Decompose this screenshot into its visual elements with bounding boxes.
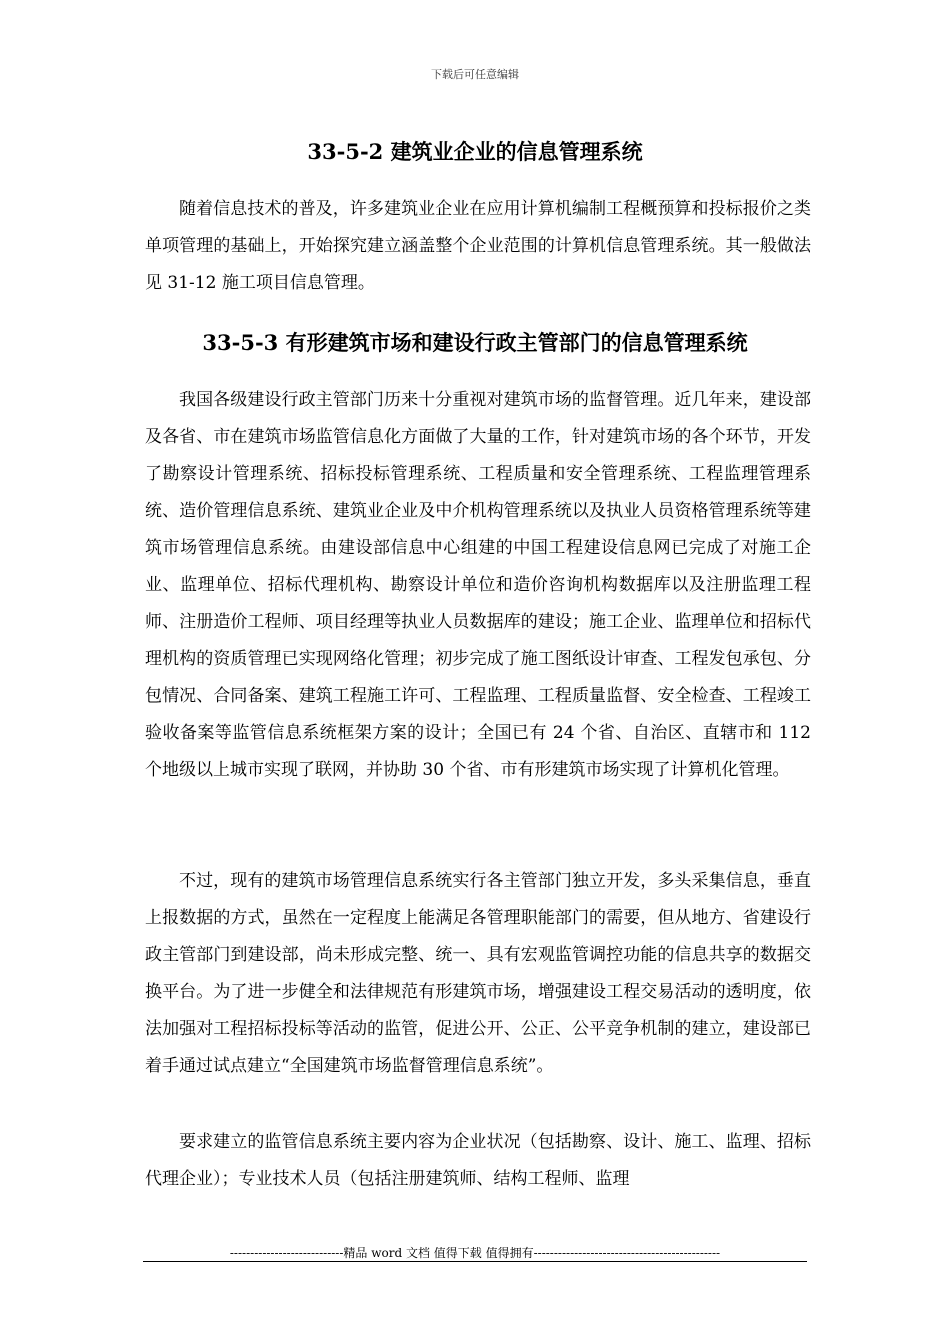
paragraph: 要求建立的监管信息系统主要内容为企业状况（包括勘察、设计、施工、监理、招标代理企业）；专业技术人员（包括注册建筑师、结构工程师、监理: [145, 1132, 811, 1189]
paragraph: 随着信息技术的普及，许多建筑业企业在应用计算机编制工程概预算和投标报价之类单项管理的基础上，开始探究建立涵盖整个企业范围的计算机信息管理系统。其一般做法见 31-12 施工项目信息管理。: [145, 199, 811, 293]
paragraph: 不过，现有的建筑市场管理信息系统实行各主管部门独立开发，多头采集信息，垂直上报数据的方式，虽然在一定程度上能满足各管理职能部门的需要，但从地方、省建设行政主管部门到建设部，尚未形成完整、统一、具有宏观监管调控功能的信息共享的数据交换平台。为了进一步健全和法律规范有形建筑市场，增强建设工程交易活动的透明度，依法加强对工程招标投标等活动的监管，促进公开、公正、公平竞争机制的建立，建设部已着手通过试点建立“全国建筑市场监督管理信息系统”。: [145, 871, 811, 1076]
page-footer: ----------------------------精品 word 文档 值得下载 值得拥有----------------------------------------------: [229, 1246, 721, 1260]
footer-divider: [143, 1261, 807, 1262]
section-title: 33-5-2 建筑业企业的信息管理系统: [307, 139, 643, 164]
section-title: 33-5-3 有形建筑市场和建设行政主管部门的信息管理系统: [202, 330, 748, 355]
page-header: 下载后可任意编辑: [431, 68, 519, 81]
paragraph: 我国各级建设行政主管部门历来十分重视对建筑市场的监督管理。近几年来，建设部及各省、市在建筑市场监管信息化方面做了大量的工作，针对建筑市场的各个环节，开发了勘察设计管理系统、招标投标管理系统、工程质量和安全管理系统、工程监理管理系统、造价管理信息系统、建筑业企业及中介机构管理系统以及执业人员资格管理系统等建筑市场管理信息系统。由建设部信息中心组建的中国工程建设信息网已完成了对施工企业、监理单位、招标代理机构、勘察设计单位和造价咨询机构数据库以及注册监理工程师、注册造价工程师、项目经理等执业人员数据库的建设；施工企业、监理单位和招标代理机构的资质管理已实现网络化管理；初步完成了施工图纸设计审查、工程发包承包、分包情况、合同备案、建筑工程施工许可、工程监理、工程质量监督、安全检查、工程竣工验收备案等监管信息系统框架方案的设计；全国已有 24 个省、自治区、直辖市和 112 个地级以上城市实现了联网，并协助 30 个省、市有形建筑市场实现了计算机化管理。: [145, 390, 811, 780]
